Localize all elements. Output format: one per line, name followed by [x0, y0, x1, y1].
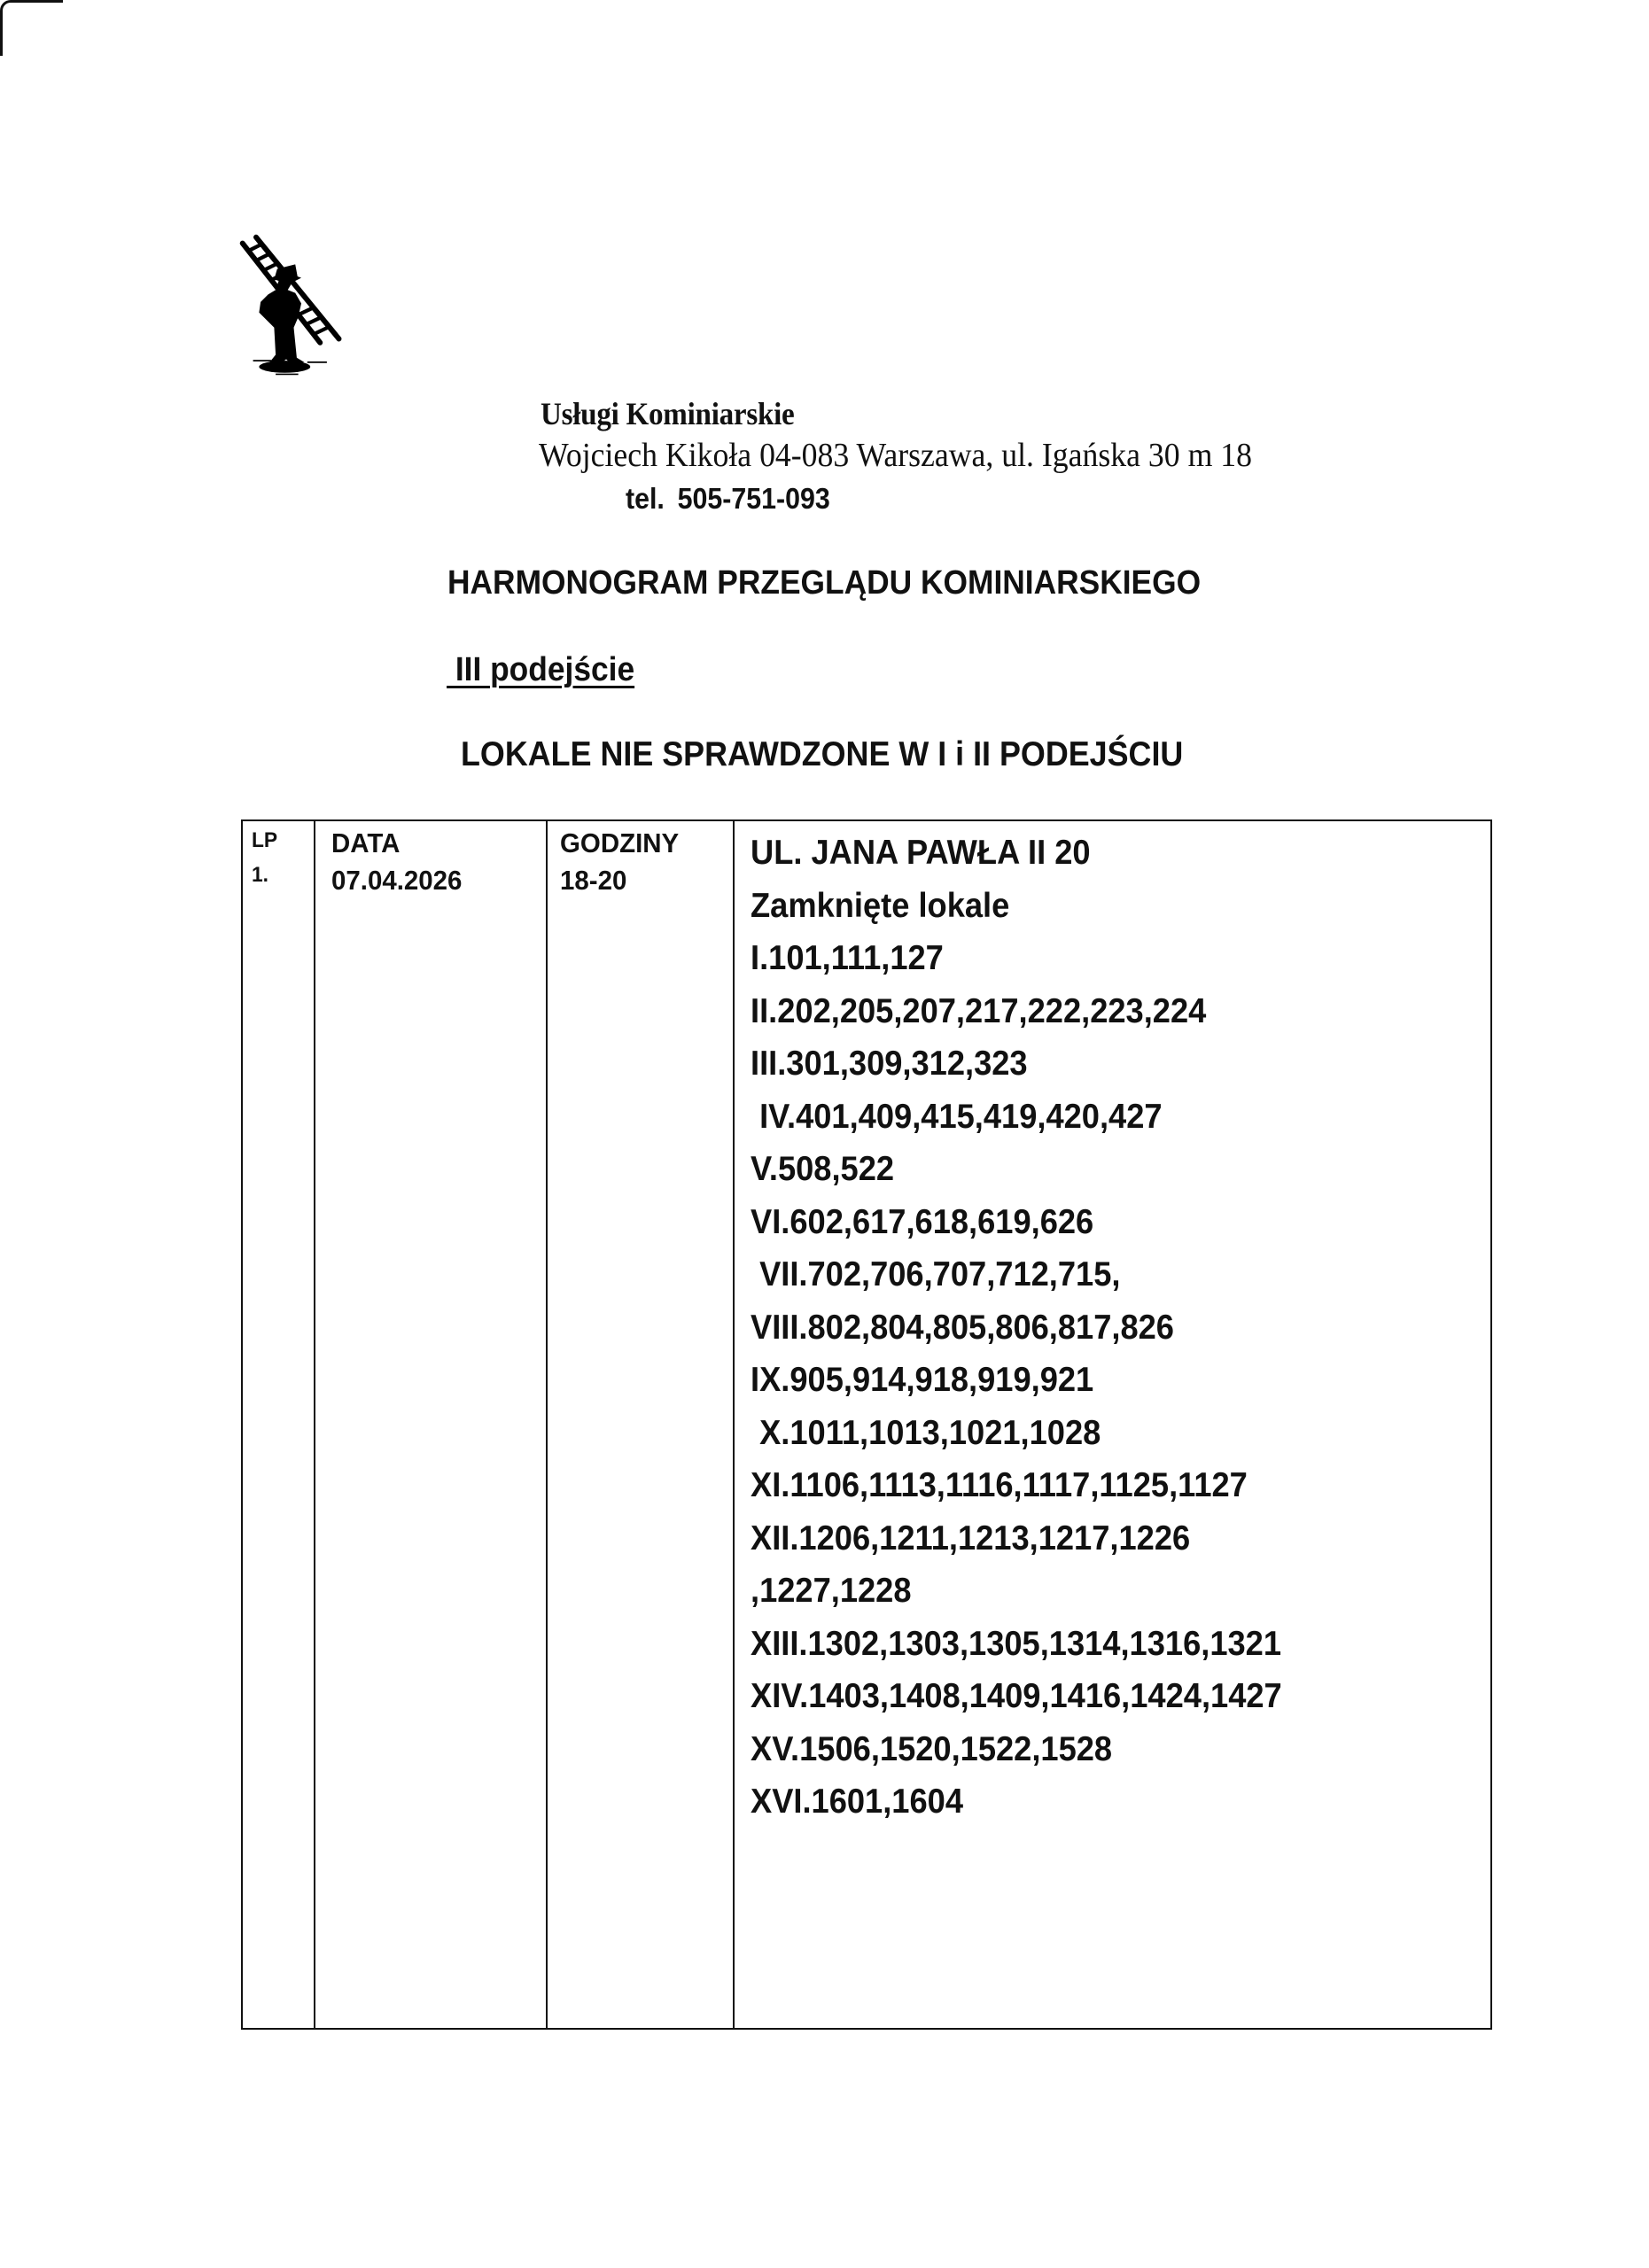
cell-hours: 18-20 — [560, 865, 627, 896]
cell-date: 07.04.2026 — [331, 865, 463, 896]
header-hours: GODZINY — [560, 827, 680, 858]
unit-list-item: IV.401,409,415,419,420,427 — [751, 1097, 1163, 1136]
company-name: Usługi Kominiarskie — [541, 396, 795, 431]
cell-lp: 1. — [252, 863, 269, 887]
unit-list-item: XI.1106,1113,1116,1117,1125,1127 — [751, 1466, 1248, 1504]
unit-list-item: XIV.1403,1408,1409,1416,1424,1427 — [751, 1677, 1282, 1715]
header-date: DATA — [331, 827, 401, 858]
phone-label: tel. — [626, 482, 665, 515]
unit-list-item: III.301,309,312,323 — [751, 1045, 1028, 1083]
column-date — [315, 821, 548, 2028]
cell-address: UL. JANA PAWŁA II 20 — [751, 834, 1091, 872]
cell-note: Zamknięte lokale — [751, 886, 1010, 925]
scan-edge-mark — [0, 0, 63, 56]
unit-list-item: VII.702,706,707,712,715, — [751, 1255, 1121, 1293]
column-hours — [548, 821, 735, 2028]
phone-number: 505-751-093 — [677, 482, 830, 515]
unit-list-item: XIII.1302,1303,1305,1314,1316,1321 — [751, 1624, 1282, 1663]
document-subtitle: LOKALE NIE SPRAWDZONE W I i II PODEJŚCIU — [461, 735, 1184, 773]
unit-list-item: II.202,205,207,217,222,223,224 — [751, 991, 1207, 1030]
approach-heading: III podejście — [447, 651, 635, 688]
unit-list-item: XVI.1601,1604 — [751, 1783, 963, 1821]
company-phone — [626, 482, 830, 516]
unit-list-item: I.101,111,127 — [751, 939, 944, 977]
document-title: HARMONOGRAM PRZEGLĄDU KOMINIARSKIEGO — [447, 564, 1202, 602]
schedule-table — [241, 819, 1492, 2030]
unit-list-item: XV.1506,1520,1522,1528 — [751, 1729, 1113, 1768]
unit-list-item: V.508,522 — [751, 1150, 895, 1188]
chimney-sweep-with-ladder-icon — [226, 213, 377, 390]
unit-list-item: ,1227,1228 — [751, 1572, 912, 1610]
unit-list-item: IX.905,914,918,919,921 — [751, 1361, 1094, 1399]
unit-list-item: VIII.802,804,805,806,817,826 — [751, 1308, 1174, 1347]
column-lp — [243, 821, 315, 2028]
unit-list-item: VI.602,617,618,619,626 — [751, 1202, 1094, 1241]
company-address: Wojciech Kikoła 04-083 Warszawa, ul. Igańska 30 m 18 — [539, 437, 1253, 474]
unit-list-item: XII.1206,1211,1213,1217,1226 — [751, 1518, 1191, 1557]
column-address — [735, 821, 1490, 2028]
unit-list-item: X.1011,1013,1021,1028 — [751, 1413, 1101, 1452]
header-lp: LP — [252, 828, 278, 852]
